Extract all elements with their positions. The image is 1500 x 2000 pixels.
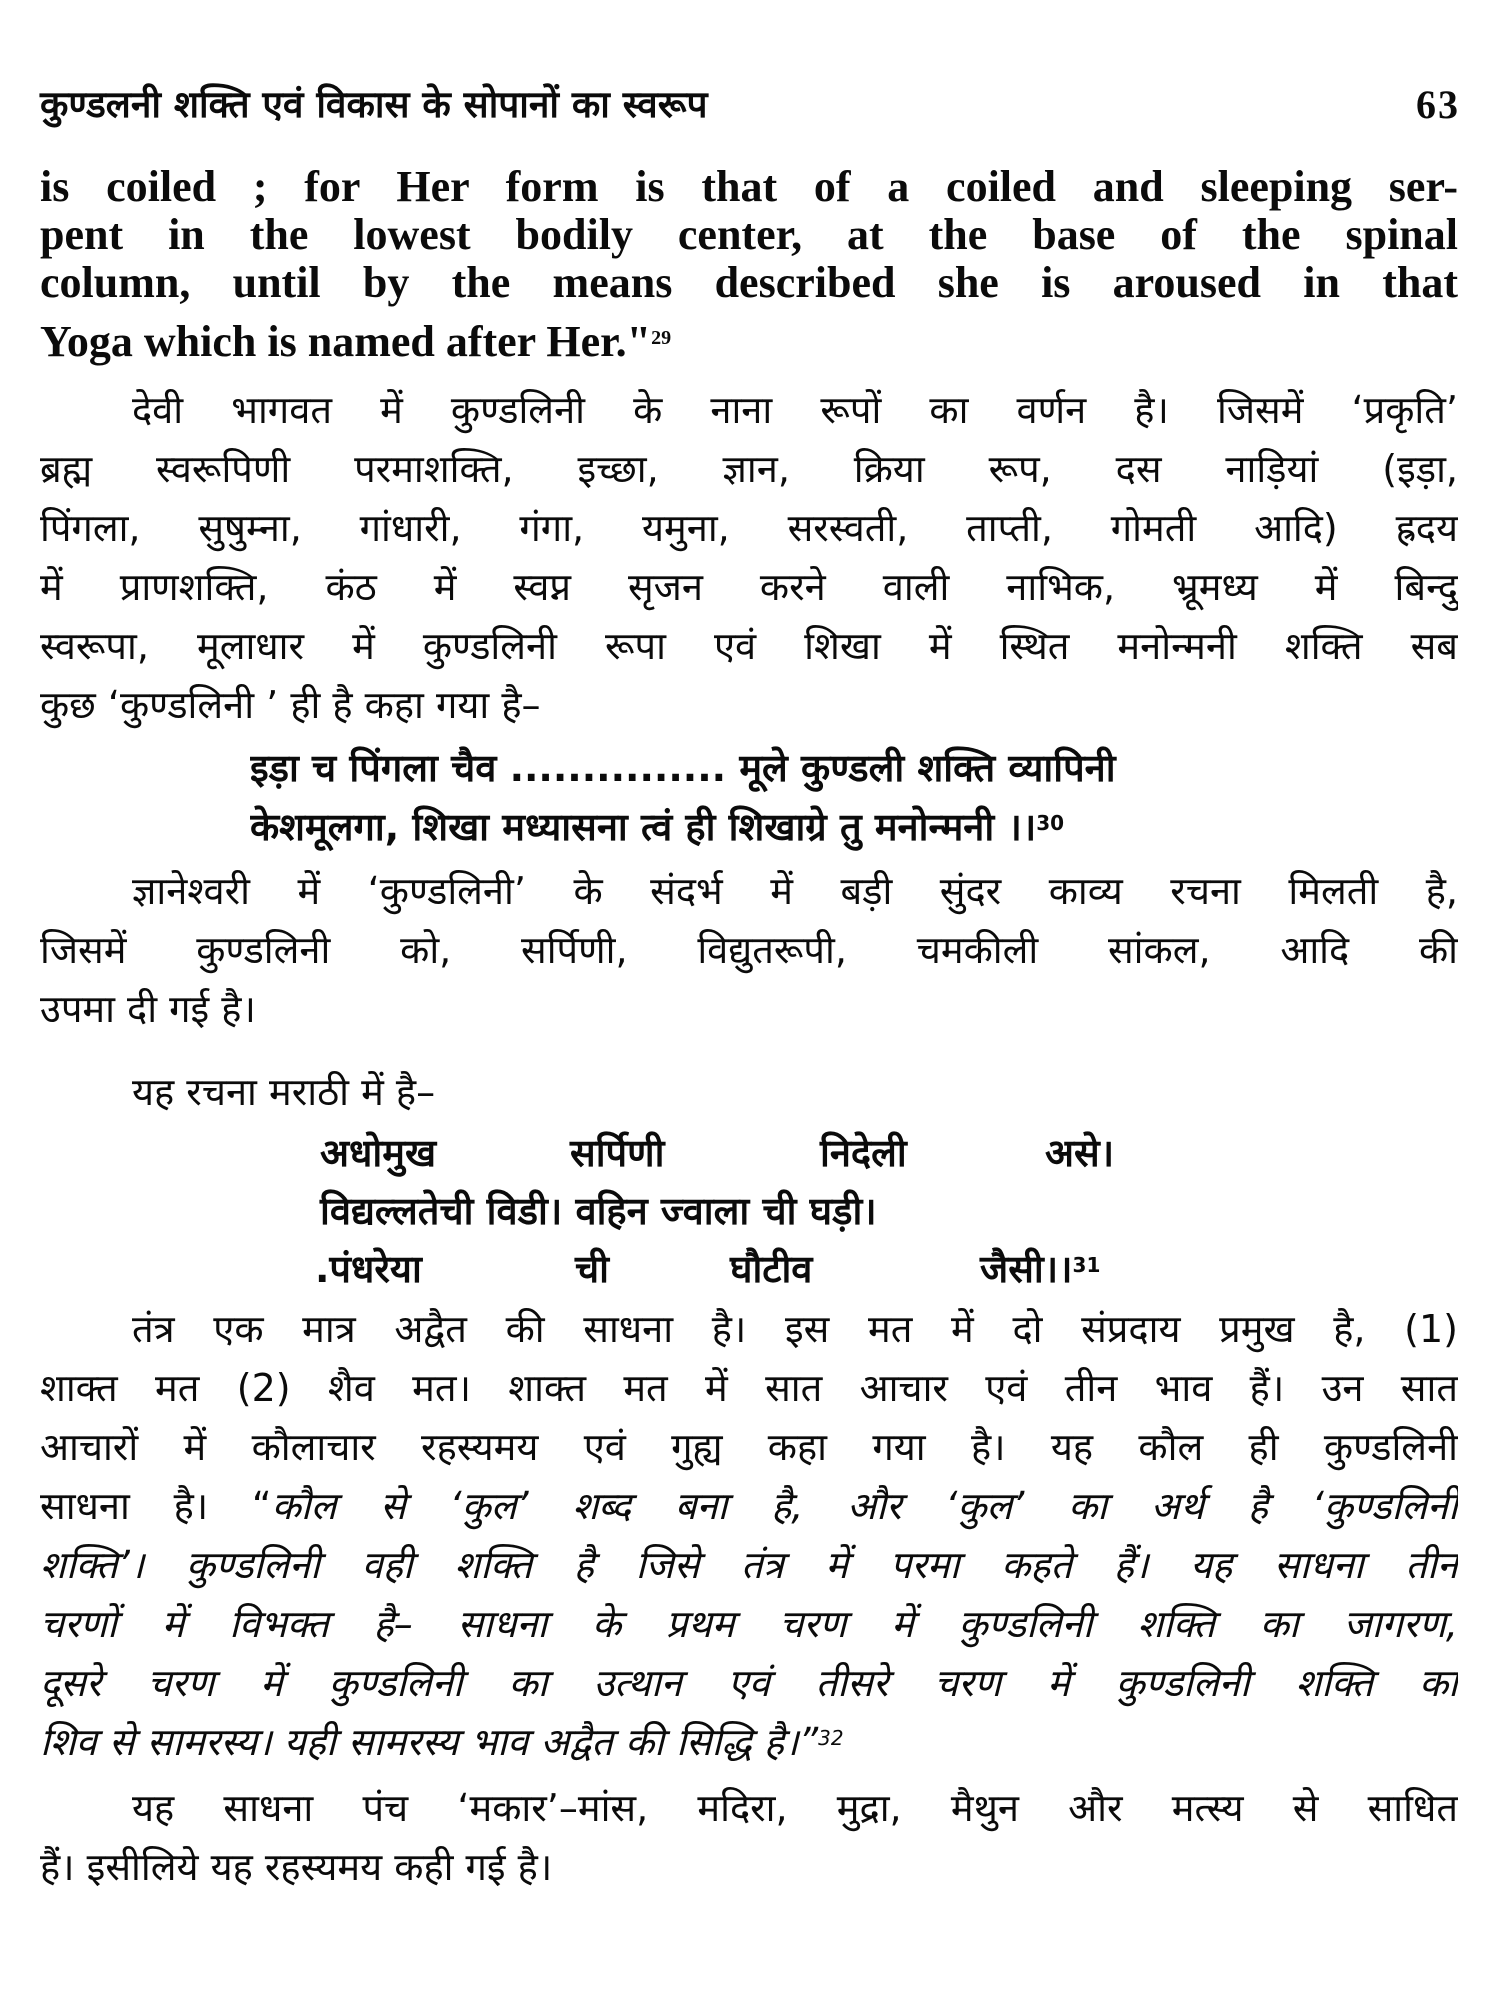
marathi-word-last (980, 1242, 1100, 1296)
paragraph-line: आचारों में कौलाचार रहस्यमय एवं गुह्य कहा गया है। यह कौल ही कुण्डलिनी (40, 1425, 1458, 1469)
italic-quote-line: चरणों में विभक्त है– साधना के प्रथम चरण में कुण्डलिनी शक्ति का जागरण, (40, 1602, 1458, 1646)
italic-quote-line: दूसरे चरण में कुण्डलिनी का उत्थान एवं तीसरे चरण में कुण्डलिनी शक्ति का (40, 1661, 1458, 1705)
footnote-ref: 29 (651, 327, 672, 349)
paragraph-line: स्वरूपा, मूलाधार में कुण्डलिनी रूपा एवं शिखा में स्थित मनोन्मनी शक्ति सब (40, 624, 1458, 668)
paragraph-line: शाक्त मत (2) शैव मत। शाक्त मत में सात आचार एवं तीन भाव हैं। उन सात (40, 1366, 1458, 1410)
footnote-ref: 30 (1036, 811, 1065, 835)
paragraph-line: यह रचना मराठी में है– (132, 1070, 436, 1114)
paragraph-line: यह साधना पंच ‘मकार’–मांस, मदिरा, मुद्रा, मैथुन और मत्स्य से साधित (132, 1786, 1458, 1830)
english-text: Yoga which is named after Her." (40, 317, 652, 366)
paragraph-line: पिंगला, सुषुम्ना, गांधारी, गंगा, यमुना, सरस्वती, ताप्ती, गोमती आदि) ह्रदय (40, 506, 1458, 550)
marathi-word: अधोमुख (320, 1131, 437, 1175)
page-number: 63 (1416, 82, 1460, 127)
marathi-word: घौटीव (730, 1247, 813, 1291)
paragraph-line: उपमा दी गई है। (40, 987, 256, 1031)
paragraph-line: हैं। इसीलिये यह रहस्यमय कही गई है। (40, 1845, 553, 1889)
marathi-word: ची (575, 1247, 609, 1291)
footnote-ref: 31 (1072, 1253, 1101, 1277)
english-line: is coiled ; for Her form is that of a coiled and sleeping ser- (40, 162, 1458, 211)
marathi-word: निदेली (820, 1131, 907, 1175)
marathi-word: जैसी।। (980, 1247, 1073, 1291)
italic-quote-line-last (40, 1715, 1458, 1769)
paragraph-line: में प्राणशक्ति, कंठ में स्वप्न सृजन करने वाली नाभिक, भ्रूमध्य में बिन्दु (40, 565, 1458, 609)
chapter-title: कुण्डलनी शक्ति एवं विकास के सोपानों का स्वरूप (40, 83, 708, 126)
italic-quote: शिव से सामरस्य। यही सामरस्य भाव अद्वैत की सिद्धि है।” (40, 1720, 819, 1764)
english-line-last (40, 317, 1458, 367)
verse-line (250, 800, 1460, 854)
english-line: column, until by the means described she is aroused in that (40, 258, 1458, 307)
verse-line: इड़ा च पिंगला चैव ............... मूले कुण्डली शक्ति व्यापिनी (250, 746, 1116, 790)
verse-text: केशमूलगा, शिखा मध्यासना त्वं ही शिखाग्रे तु मनोन्मनी ।। (250, 805, 1037, 849)
marathi-word: सर्पिणी (570, 1131, 665, 1175)
italic-quote-line: शक्ति’। कुण्डलिनी वही शक्ति है जिसे तंत्र में परमा कहते हैं। यह साधना तीन (40, 1543, 1458, 1587)
paragraph-line: ज्ञानेश्वरी में ‘कुण्डलिनी’ के संदर्भ में बड़ी सुंदर काव्य रचना मिलती है, (132, 869, 1458, 913)
footnote-ref: 32 (818, 1726, 844, 1750)
marathi-line: विद्यल्लतेची विडी। वहिन ज्वाला ची घड़ी। (320, 1189, 877, 1233)
paragraph-line: तंत्र एक मात्र अद्वैत की साधना है। इस मत में दो संप्रदाय प्रमुख है, (1) (132, 1307, 1458, 1351)
marathi-word: .पंधरेया (315, 1247, 422, 1291)
paragraph-line: ब्रह्म स्वरूपिणी परमाशक्ति, इच्छा, ज्ञान, क्रिया रूप, दस नाड़ियां (इड़ा, (40, 447, 1458, 491)
paragraph-line: कुछ ‘कुण्डलिनी ’ ही है कहा गया है– (40, 683, 541, 727)
english-line: pent in the lowest bodily center, at the base of the spinal (40, 210, 1458, 259)
italic-quote: कौल से ‘कुल’ शब्द बना है, और ‘कुल’ का अर्थ है ‘कुण्डलिनी (271, 1484, 1458, 1528)
paragraph-line: जिसमें कुण्डलिनी को, सर्पिणी, विद्युतरूपी, चमकीली सांकल, आदि की (40, 928, 1458, 972)
running-header (40, 80, 1460, 140)
paragraph-line: देवी भागवत में कुण्डलिनी के नाना रूपों का वर्णन है। जिसमें ‘प्रकृति’ (132, 388, 1458, 432)
plain-text: साधना है। “ (40, 1484, 272, 1528)
marathi-word: असे। (1045, 1131, 1115, 1175)
paragraph-line (40, 1479, 1458, 1533)
